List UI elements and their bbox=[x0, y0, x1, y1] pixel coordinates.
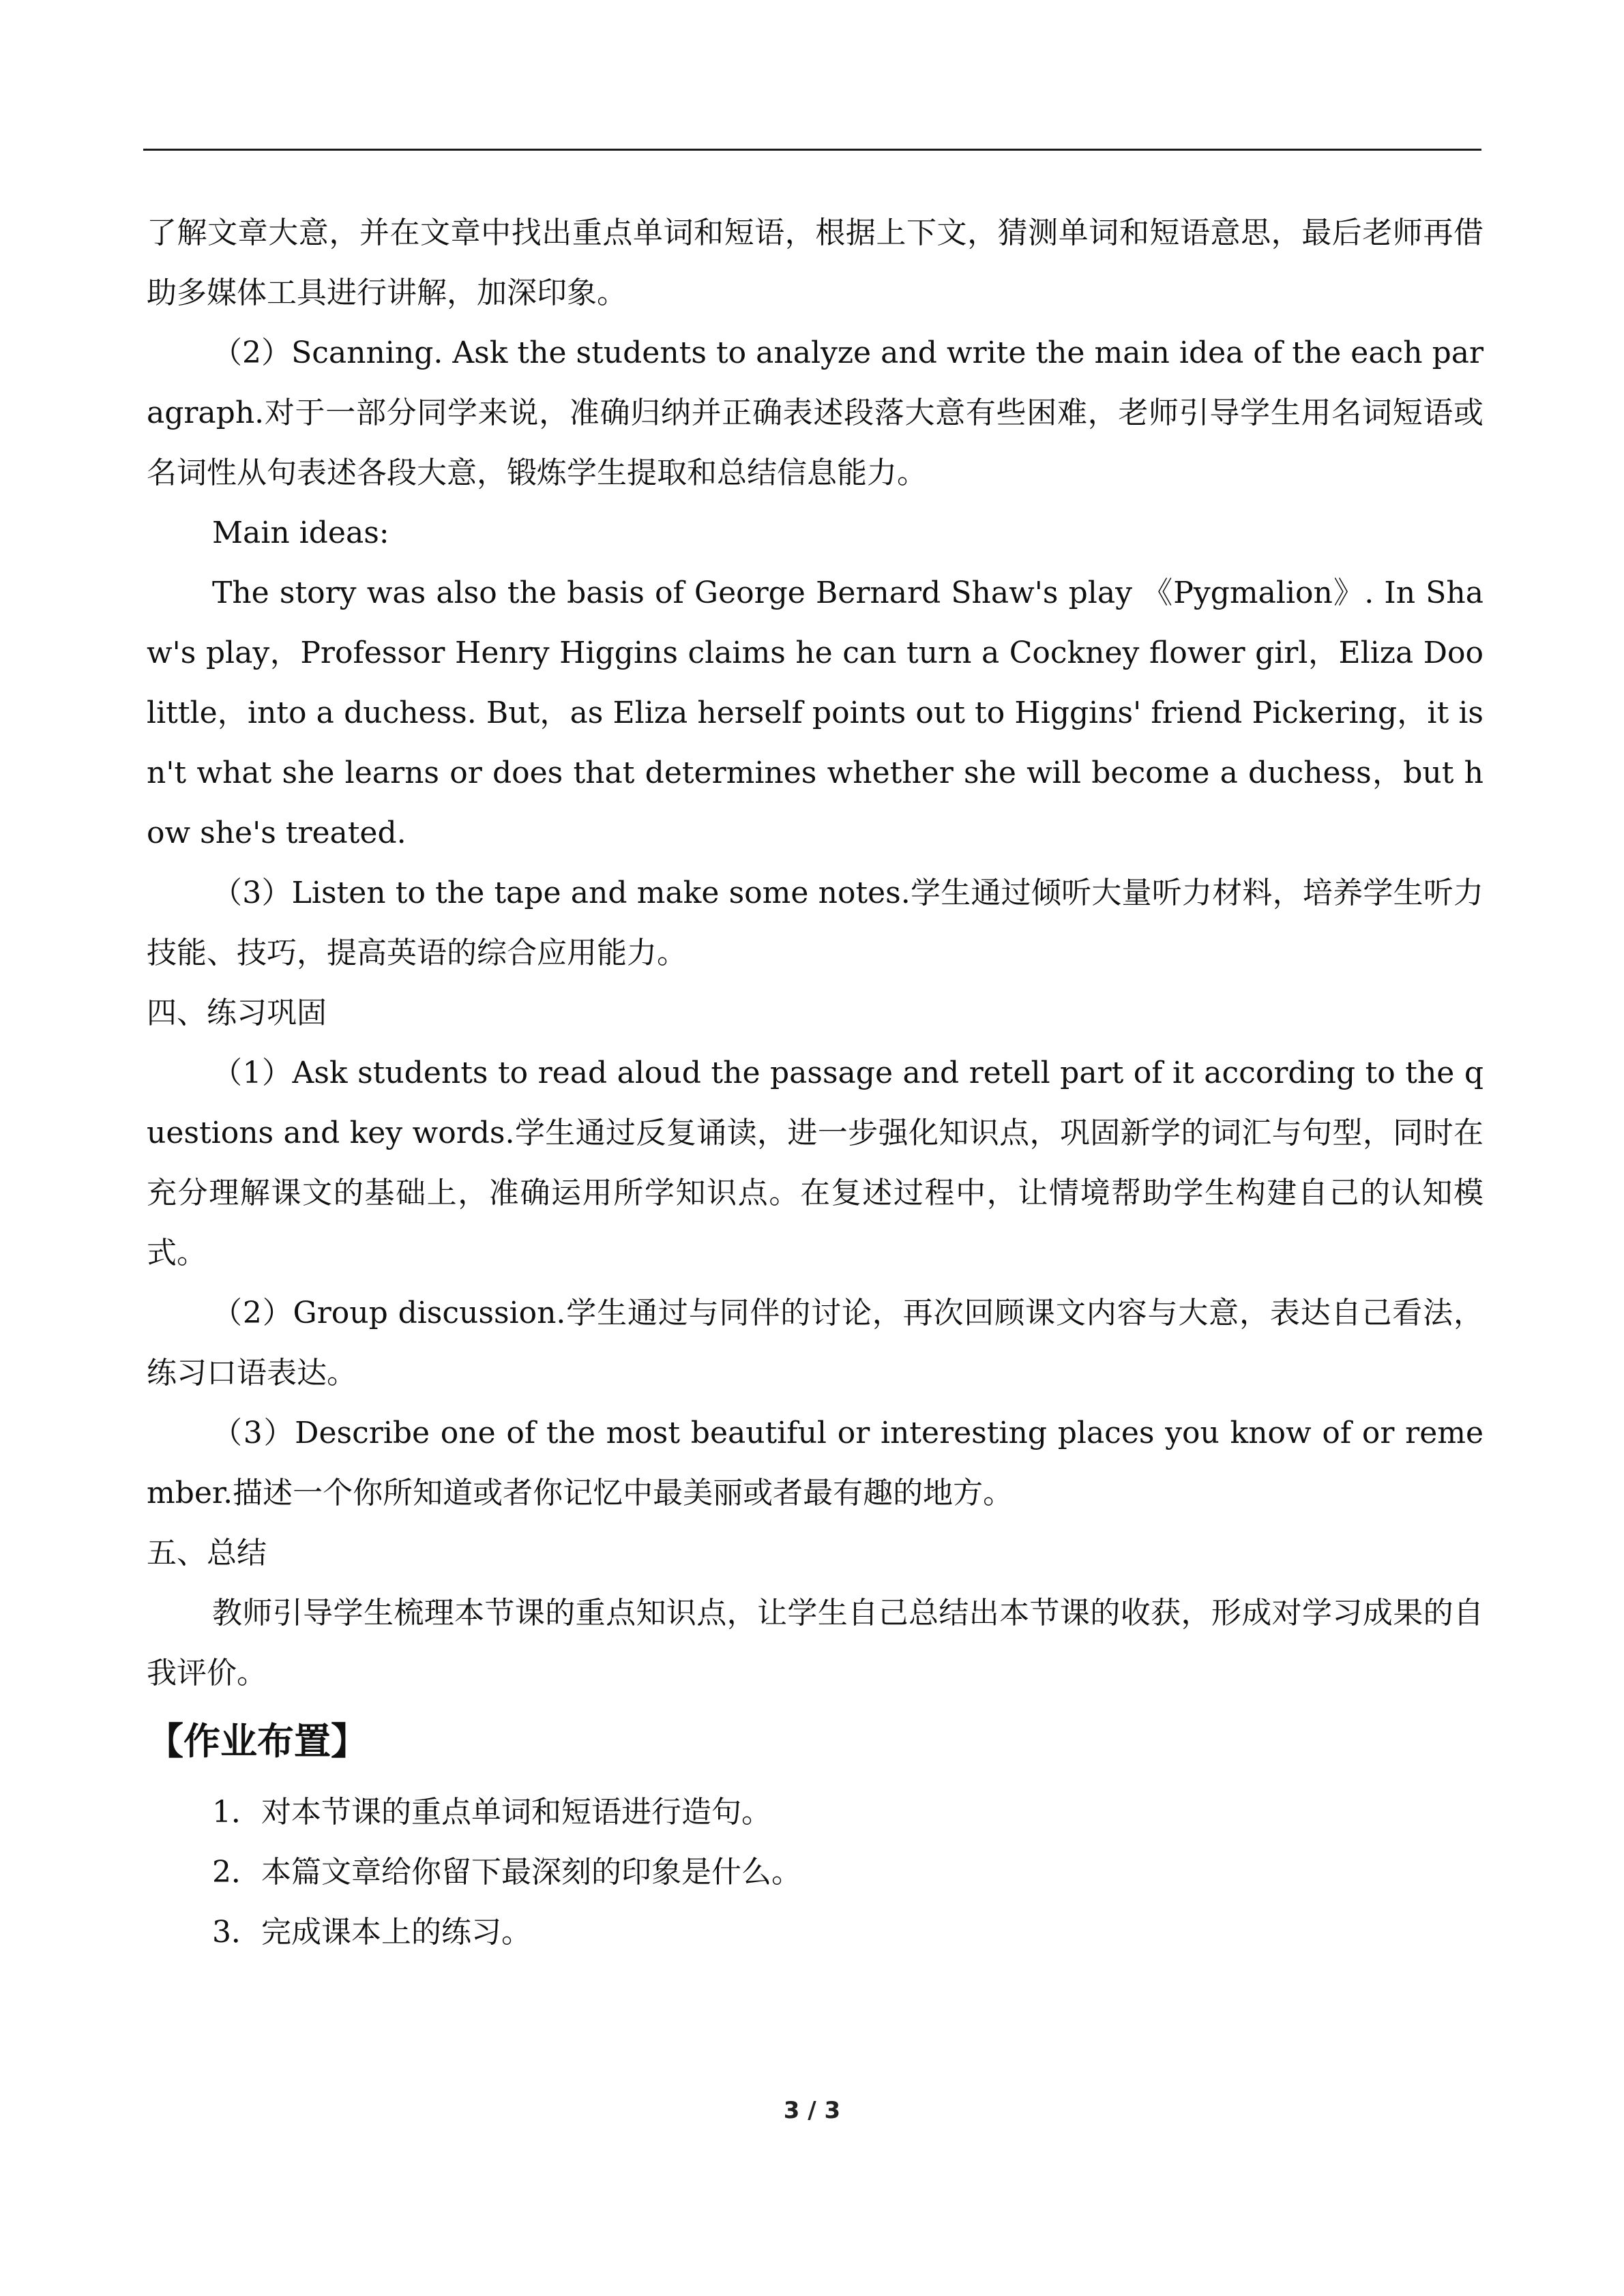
section-heading-practice: 四、练习巩固 bbox=[147, 996, 327, 1030]
paragraph-read-aloud: （1）Ask students to read aloud the passage and retell part of it according to the questions and key words.学生通过反复诵读，进一步强化知识点，巩固新学的词汇与句型，同时在充分理解课文的基础上，准确运用所学知识点。在复述过程中，让情境帮助学生构建自己的认知模式。 bbox=[147, 1056, 1483, 1270]
paragraph-summary: 教师引导学生梳理本节课的重点知识点，让学生自己总结出本节课的收获，形成对学习成果的自我评价。 bbox=[147, 1596, 1483, 1690]
document-body bbox=[147, 203, 1483, 1963]
header-divider bbox=[143, 149, 1481, 151]
paragraph-group-discussion: （2）Group discussion.学生通过与同伴的讨论，再次回顾课文内容与大意，表达自己看法，练习口语表达。 bbox=[147, 1296, 1483, 1390]
paragraph-intro-continuation: 了解文章大意，并在文章中找出重点单词和短语，根据上下文，猜测单词和短语意思，最后老师再借助多媒体工具进行讲解，加深印象。 bbox=[147, 215, 1483, 310]
paragraph-main-ideas: The story was also the basis of George Bernard Shaw's play 《Pygmalion》. In Shaw's play，Professor Henry Higgins claims he can turn a Cockney flower girl，Eliza Doolittle，into a duchess. But，as Eliza herself points out to Higgins' friend Pickering，it isn't what she learns or does that determines whether she will become a duchess，but how she's treated. bbox=[147, 576, 1483, 850]
page-number: 3 / 3 bbox=[783, 2097, 841, 2124]
paragraph-describe-place: （3）Describe one of the most beautiful or interesting places you know of or remember.描述一个你所知道或者你记忆中最美丽或者最有趣的地方。 bbox=[147, 1416, 1483, 1510]
homework-item: 1．对本节课的重点单词和短语进行造句。 bbox=[212, 1795, 771, 1830]
homework-item: 2．本篇文章给你留下最深刻的印象是什么。 bbox=[212, 1855, 801, 1890]
paragraph-scanning: （2）Scanning. Ask the students to analyze and write the main idea of the each paragraph.对于一部分同学来说，准确归纳并正确表述段落大意有些困难，老师引导学生用名词短语或名词性从句表述各段大意，锻炼学生提取和总结信息能力。 bbox=[147, 336, 1483, 490]
homework-heading: 【作业布置】 bbox=[147, 1720, 368, 1763]
section-heading-summary: 五、总结 bbox=[147, 1536, 267, 1570]
homework-item: 3．完成课本上的练习。 bbox=[212, 1915, 531, 1950]
homework-list bbox=[147, 1783, 1483, 1963]
paragraph-listening: （3）Listen to the tape and make some notes.学生通过倾听大量听力材料，培养学生听力技能、技巧，提高英语的综合应用能力。 bbox=[147, 876, 1483, 970]
main-ideas-label: Main ideas: bbox=[212, 516, 389, 550]
